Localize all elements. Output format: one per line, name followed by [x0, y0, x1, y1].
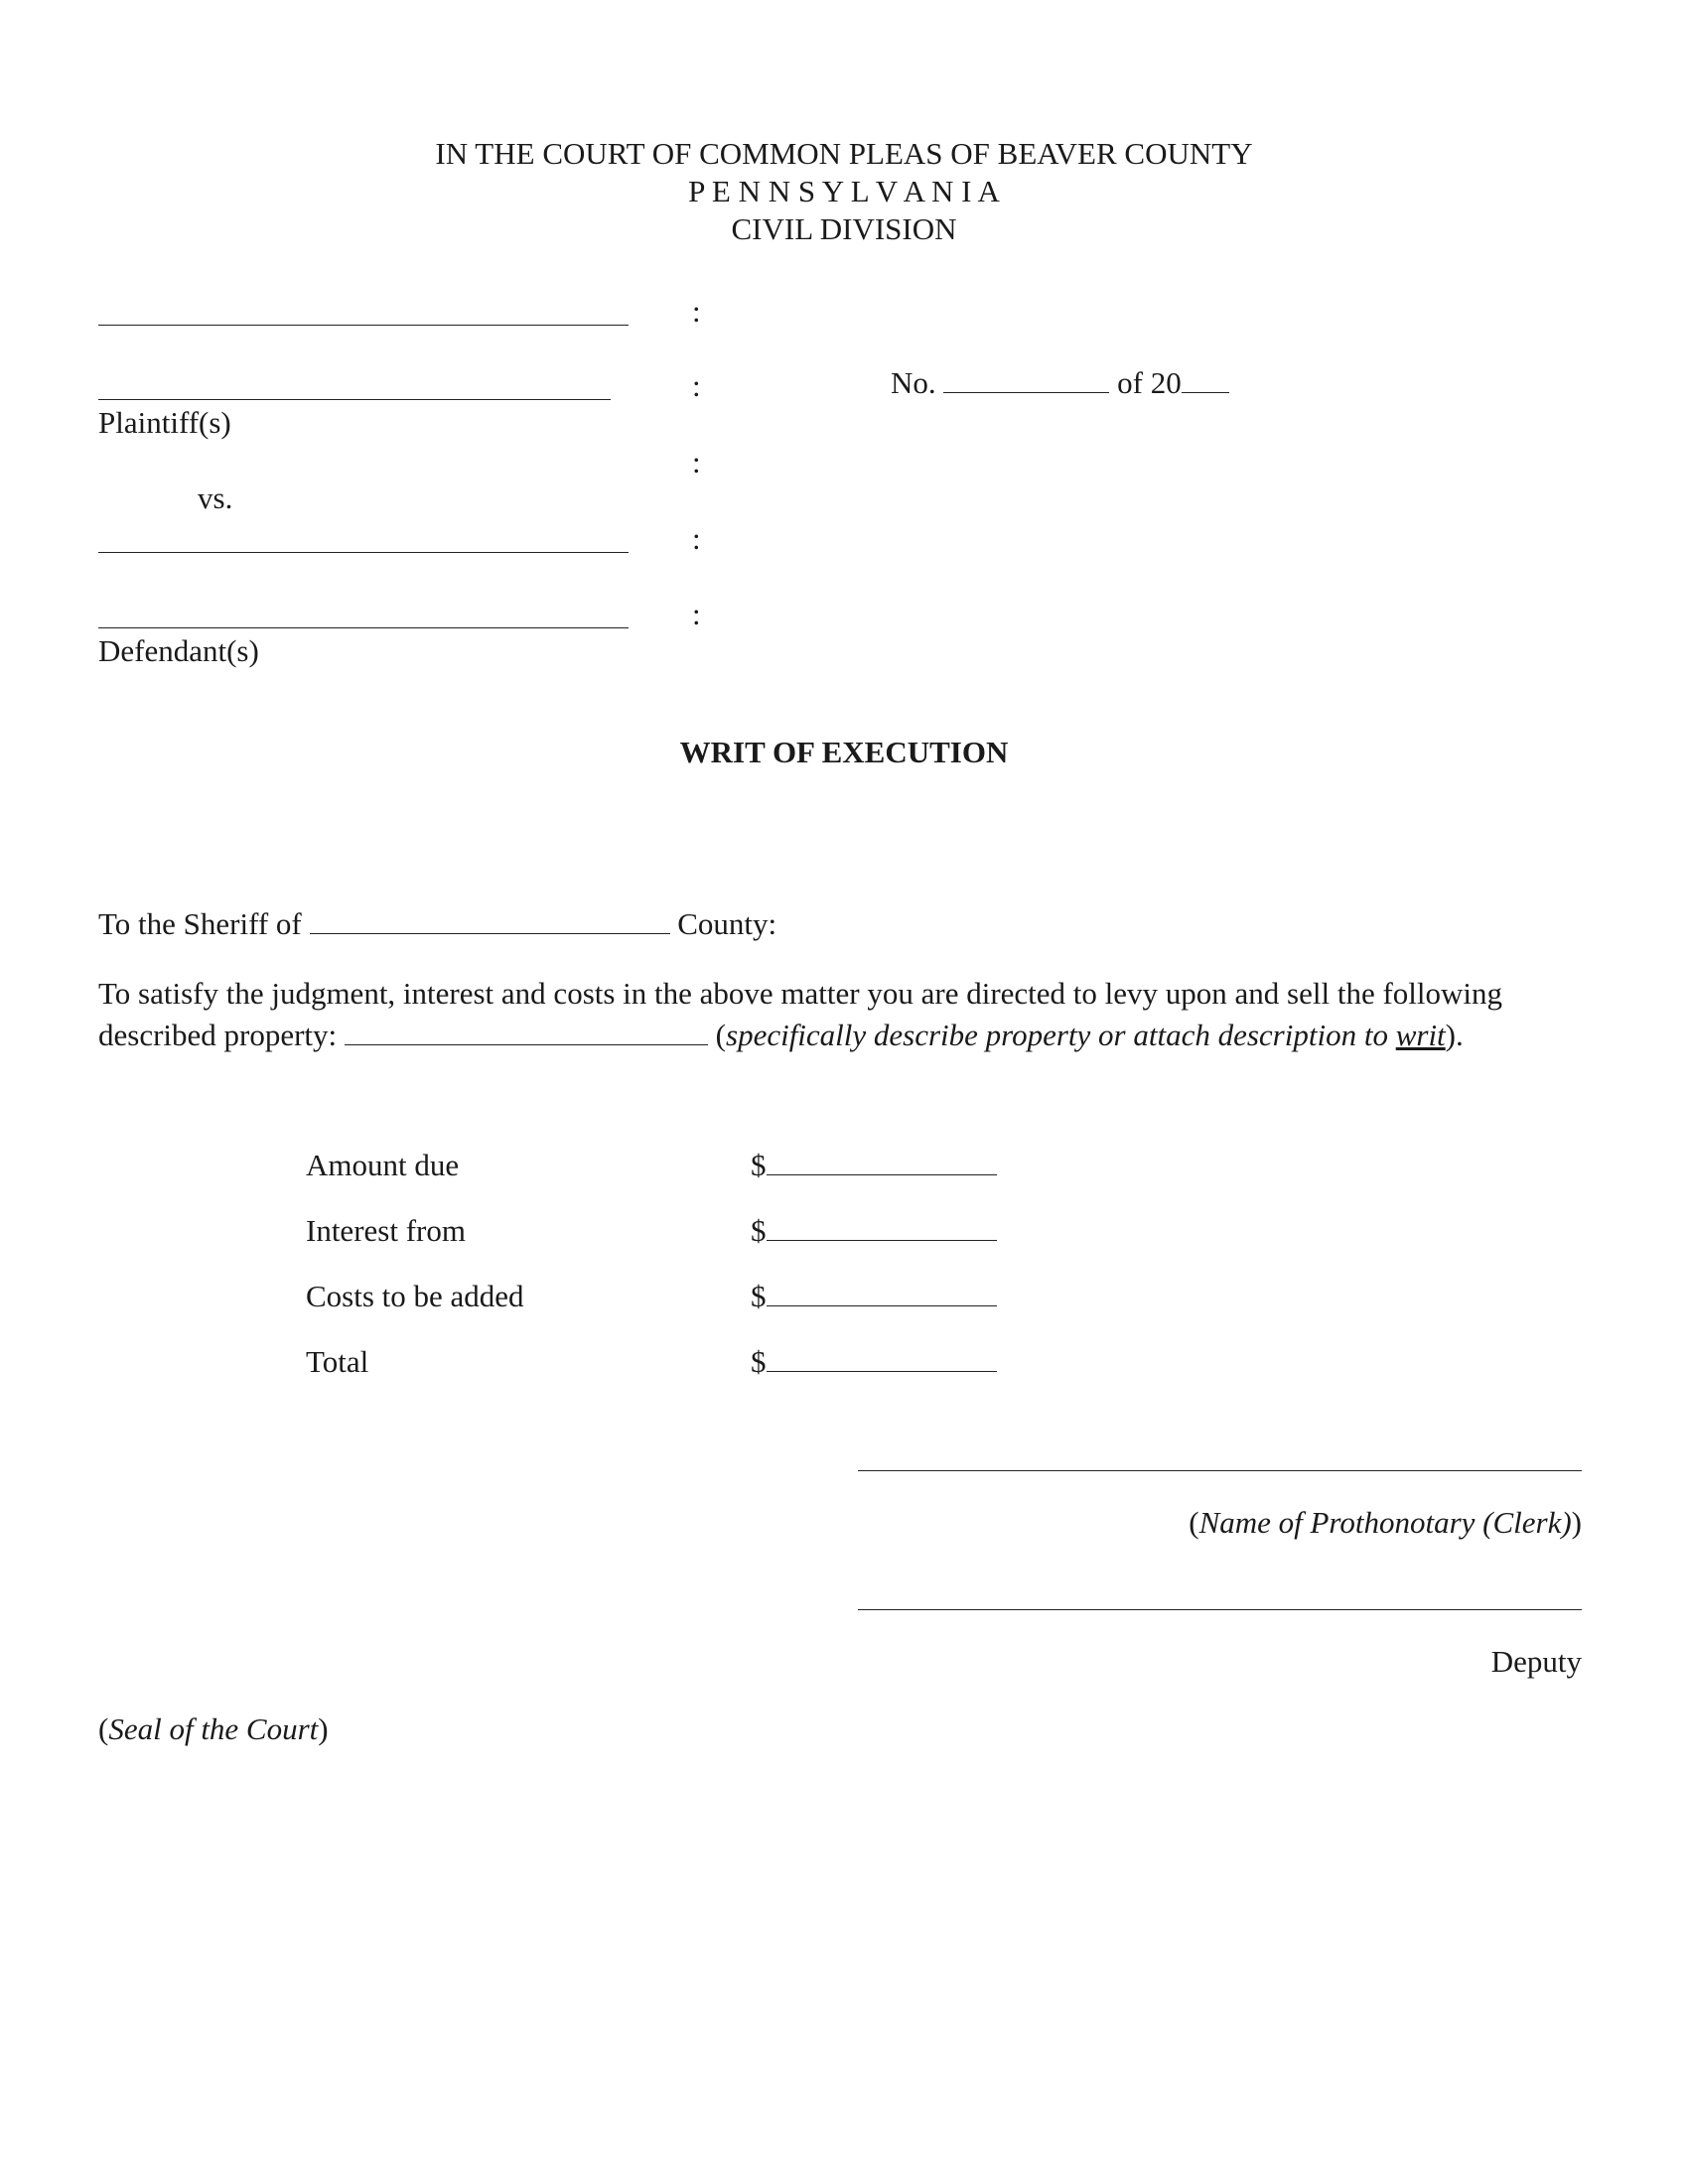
sheriff-line [98, 905, 776, 943]
deputy-label: Deputy [1490, 1644, 1582, 1679]
body-line-2 [98, 1017, 1464, 1054]
case-number-field [891, 364, 1229, 402]
sheriff-county-blank[interactable] [310, 907, 670, 934]
amount-label: Amount due [306, 1148, 460, 1182]
division-title: CIVIL DIVISION [731, 211, 957, 246]
amount-field: $ [751, 1147, 997, 1184]
body-line-1: To satisfy the judgment, interest and costs in the above matter you are directed to levy upon and sell the following [98, 976, 1502, 1011]
property-label: described property: [98, 1018, 338, 1052]
amount-field: $ [751, 1278, 997, 1315]
defendant-label: Defendant(s) [98, 633, 259, 668]
court-title: IN THE COURT OF COMMON PLEAS OF BEAVER COUNTY [435, 136, 1253, 171]
case-year-prefix: of 20 [1117, 365, 1182, 400]
amount-blank[interactable] [767, 1214, 997, 1241]
defendant-line-1[interactable] [98, 552, 629, 553]
amount-blank[interactable] [767, 1280, 997, 1306]
prothonotary-label: (Name of Prothonotary (Clerk)) [1189, 1505, 1582, 1540]
sheriff-suffix: County: [677, 906, 777, 941]
amount-field: $ [751, 1212, 997, 1250]
defendant-line-2[interactable] [98, 627, 629, 628]
amount-blank[interactable] [767, 1149, 997, 1175]
amount-field: $ [751, 1343, 997, 1381]
caption-colon-3: : [692, 445, 701, 479]
prothonotary-signature-line[interactable] [858, 1470, 1582, 1471]
caption-colon-1: : [692, 294, 701, 329]
document-title: WRIT OF EXECUTION [679, 735, 1009, 769]
amount-label: Interest from [306, 1213, 466, 1248]
deputy-signature-line[interactable] [858, 1609, 1582, 1610]
court-seal-label: (Seal of the Court) [98, 1711, 329, 1746]
plaintiff-label: Plaintiff(s) [98, 405, 231, 440]
sheriff-prefix: To the Sheriff of [98, 906, 302, 941]
caption-colon-2: : [692, 368, 701, 403]
case-number-prefix: No. [891, 365, 936, 400]
plaintiff-line-2[interactable] [98, 399, 611, 400]
vs-label: vs. [198, 480, 233, 515]
state-title: P E N N S Y L V A N I A [688, 174, 1000, 208]
amount-blank[interactable] [767, 1345, 997, 1372]
case-year-blank[interactable] [1182, 366, 1229, 393]
caption-colon-4: : [692, 521, 701, 556]
plaintiff-line-1[interactable] [98, 325, 629, 326]
amount-label: Total [306, 1344, 369, 1379]
property-instruction: (specifically describe property or attach description to writ). [715, 1018, 1464, 1052]
amount-label: Costs to be added [306, 1279, 524, 1313]
caption-colon-5: : [692, 597, 701, 631]
property-blank[interactable] [345, 1019, 708, 1045]
case-number-blank[interactable] [943, 366, 1109, 393]
